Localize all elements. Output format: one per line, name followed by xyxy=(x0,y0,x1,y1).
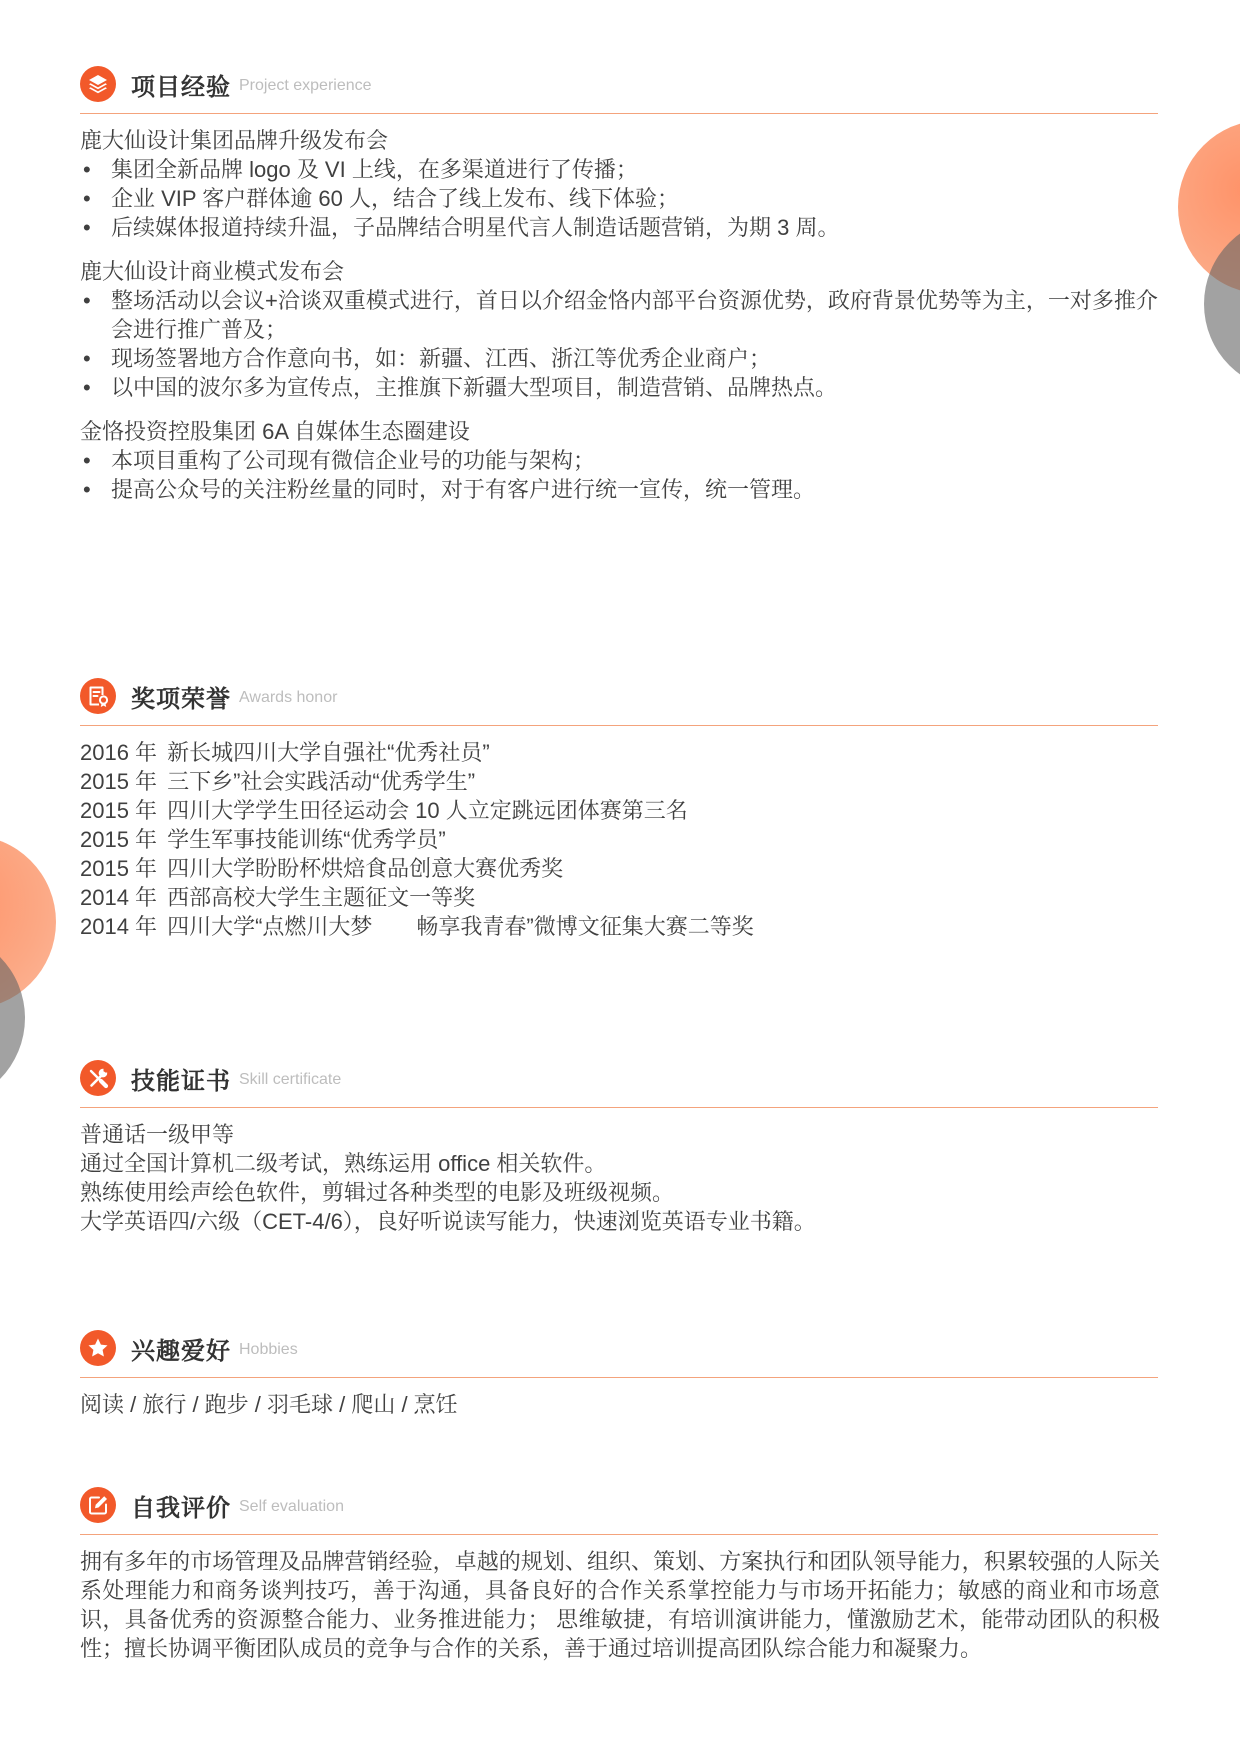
skill-item: 熟练使用绘声绘色软件，剪辑过各种类型的电影及班级视频。 xyxy=(80,1180,675,1205)
award-text: 西部高校大学生主题征文一等奖 xyxy=(167,885,476,910)
awards-section xyxy=(80,678,1160,941)
award-item xyxy=(80,912,1160,941)
project-item xyxy=(80,417,1160,504)
award-item xyxy=(80,883,1160,912)
project-experience-section xyxy=(80,66,1160,504)
section-title: 奖项荣誉 xyxy=(131,685,231,713)
section-header xyxy=(80,1060,1160,1096)
award-year: 2015 年 xyxy=(80,769,158,794)
award-list xyxy=(80,738,1160,941)
award-text: 三下乡”社会实践活动“优秀学生” xyxy=(167,769,476,794)
section-subtitle: Self evaluation xyxy=(239,1497,344,1515)
project-list xyxy=(80,126,1160,504)
certificate-icon xyxy=(80,678,116,714)
section-subtitle: Project experience xyxy=(239,76,372,94)
award-year: 2015 年 xyxy=(80,798,158,823)
skills-section xyxy=(80,1060,1160,1236)
section-title: 自我评价 xyxy=(131,1494,231,1522)
award-item xyxy=(80,854,1160,883)
section-subtitle: Skill certificate xyxy=(239,1070,342,1088)
skill-item: 大学英语四/六级（CET-4/6），良好听说读写能力，快速浏览英语专业书籍。 xyxy=(80,1209,816,1234)
project-item xyxy=(80,257,1160,402)
award-text: 四川大学“点燃川大梦 畅享我青春”微博文征集大赛二等奖 xyxy=(167,914,754,939)
star-icon xyxy=(80,1330,116,1366)
skill-item: 通过全国计算机二级考试，熟练运用 office 相关软件。 xyxy=(80,1151,607,1176)
hobbies-section xyxy=(80,1330,1160,1419)
section-title: 项目经验 xyxy=(131,73,231,101)
project-bullets xyxy=(80,155,1160,242)
section-header xyxy=(80,1330,1160,1366)
award-item xyxy=(80,738,1160,767)
project-name: 鹿大仙设计商业模式发布会 xyxy=(80,259,345,284)
project-name: 鹿大仙设计集团品牌升级发布会 xyxy=(80,128,389,153)
bullet-item: • 后续媒体报道持续升温，子品牌结合明星代言人制造话题营销，为期 3 周。 xyxy=(80,213,1160,242)
self-evaluation-section xyxy=(80,1487,1160,1663)
section-divider xyxy=(80,1107,1158,1108)
section-divider xyxy=(80,1534,1158,1535)
project-name: 金恪投资控股集团 6A 自媒体生态圈建设 xyxy=(80,419,470,444)
section-title: 技能证书 xyxy=(131,1067,231,1095)
bullet-item: • 整场活动以会议+洽谈双重模式进行，首日以介绍金恪内部平台资源优势，政府背景优势等为主，一对多推介会进行推广普及； xyxy=(80,286,1160,344)
bullet-item: • 现场签署地方合作意向书，如：新疆、江西、浙江等优秀企业商户； xyxy=(80,344,1160,373)
edit-icon xyxy=(80,1487,116,1523)
award-text: 新长城四川大学自强社“优秀社员” xyxy=(167,740,490,765)
project-bullets xyxy=(80,446,1160,504)
bullet-item: • 本项目重构了公司现有微信企业号的功能与架构； xyxy=(80,446,1160,475)
bullet-item: • 以中国的波尔多为宣传点，主推旗下新疆大型项目，制造营销、品牌热点。 xyxy=(80,373,1160,402)
award-item xyxy=(80,825,1160,854)
section-divider xyxy=(80,1377,1158,1378)
hobbies-text: 阅读 / 旅行 / 跑步 / 羽毛球 / 爬山 / 烹饪 xyxy=(80,1392,458,1417)
self-evaluation-text: 拥有多年的市场管理及品牌营销经验，卓越的规划、组织、策划、方案执行和团队领导能力，积累较强的人际关系处理能力和商务谈判技巧，善于沟通，具备良好的合作关系掌控能力与市场开拓能力；敏感的商业和市场意识，具备优秀的资源整合能力、业务推进能力； 思维敏捷，有培训演讲能力，懂激励艺术，能带动团队的积极性；擅长协调平衡团队成员的竞争与合作的关系，善于通过培训提高团队综合能力和凝聚力。 xyxy=(80,1549,1160,1661)
award-year: 2014 年 xyxy=(80,885,158,910)
award-text: 学生军事技能训练“优秀学员” xyxy=(167,827,446,852)
award-year: 2015 年 xyxy=(80,827,158,852)
section-subtitle: Hobbies xyxy=(239,1340,298,1358)
project-item xyxy=(80,126,1160,242)
section-header xyxy=(80,1487,1160,1523)
award-year: 2015 年 xyxy=(80,856,158,881)
project-bullets xyxy=(80,286,1160,402)
skill-item: 普通话一级甲等 xyxy=(80,1122,235,1147)
bullet-item: • 企业 VIP 客户群体逾 60 人，结合了线上发布、线下体验； xyxy=(80,184,1160,213)
bullet-item: • 提高公众号的关注粉丝量的同时，对于有客户进行统一宣传，统一管理。 xyxy=(80,475,1160,504)
section-divider xyxy=(80,113,1158,114)
bullet-item: • 集团全新品牌 logo 及 VI 上线，在多渠道进行了传播； xyxy=(80,155,1160,184)
award-item xyxy=(80,767,1160,796)
section-header xyxy=(80,678,1160,714)
layers-icon xyxy=(80,66,116,102)
award-year: 2016 年 xyxy=(80,740,158,765)
award-text: 四川大学学生田径运动会 10 人立定跳远团体赛第三名 xyxy=(167,798,688,823)
section-divider xyxy=(80,725,1158,726)
award-year: 2014 年 xyxy=(80,914,158,939)
section-header xyxy=(80,66,1160,102)
skill-list xyxy=(80,1120,1160,1236)
award-item xyxy=(80,796,1160,825)
award-text: 四川大学盼盼杯烘焙食品创意大赛优秀奖 xyxy=(167,856,564,881)
tools-icon xyxy=(80,1060,116,1096)
section-subtitle: Awards honor xyxy=(239,688,338,706)
section-title: 兴趣爱好 xyxy=(131,1337,231,1365)
